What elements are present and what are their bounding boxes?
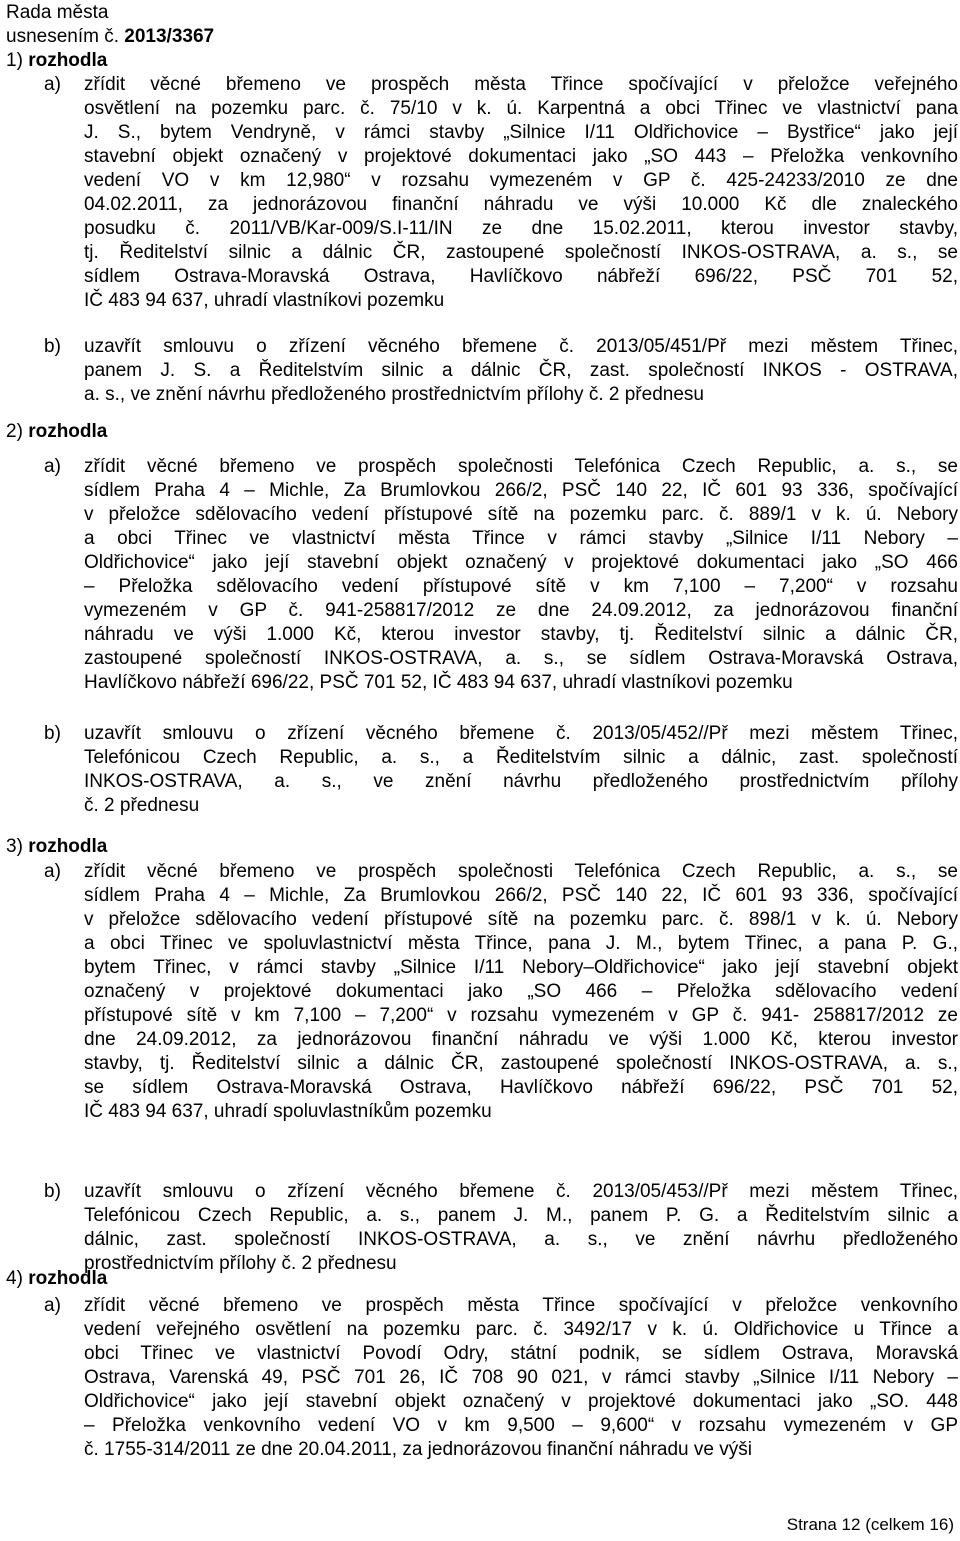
text-line: – Přeložka sdělovacího vedení přístupové sítě v km 7,100 – 7,200“ v rozsahu [84, 576, 958, 597]
text-line: stavby, tj. Ředitelství silnic a dálnic ČR, zastoupené společností INKOS-OSTRAVA, a. s., [84, 1053, 958, 1074]
text-line: Telefónicou Czech Republic, a. s., a Ředitelstvím silnic a dálnic, zast. společností [84, 747, 958, 768]
text-line: sídlem Ostrava-Moravská Ostrava, Havlíčkovo nábřeží 696/22, PSČ 701 52, [84, 266, 958, 287]
item-label: a) [44, 74, 61, 95]
council-title: Rada města [6, 2, 109, 23]
item-body [84, 860, 958, 1124]
text-line: J. S., bytem Vendryně, v rámci stavby „Silnice I/11 Oldřichovice – Bystřice“ jako její [84, 122, 958, 143]
item-label: a) [44, 1295, 61, 1316]
text-line: dne 24.09.2012, za jednorázovou finanční náhradu ve výši 1.000 Kč, kterou investor [84, 1029, 958, 1050]
resolution-number: 2013/3367 [124, 26, 215, 47]
text-line: prostřednictvím přílohy č. 2 přednesu [84, 1253, 397, 1274]
text-line: zřídit věcné břemeno ve prospěch města Třince spočívající v přeložce veřejného [84, 74, 958, 95]
text-line: zřídit věcné břemeno ve prospěch města Třince spočívající v přeložce venkovního [84, 1295, 958, 1316]
text-line: Ostrava, Varenská 49, PSČ 701 26, IČ 708 90 021, v rámci stavby „Silnice I/11 Nebory – [84, 1367, 958, 1388]
text-line: 04.02.2011, za jednorázovou finanční náhradu ve výši 10.000 Kč dle znaleckého [84, 194, 958, 215]
text-line: označený v projektové dokumentaci jako „SO 466 – Přeložka sdělovacího vedení [84, 981, 958, 1002]
item-label: a) [44, 456, 61, 477]
text-line: se sídlem Ostrava-Moravská Ostrava, Havlíčkovo nábřeží 696/22, PSČ 701 52, [84, 1077, 958, 1098]
text-line: dálnic, zast. společností INKOS-OSTRAVA, a. s., ve znění návrhu předloženého [84, 1229, 958, 1250]
text-line: – Přeložka venkovního vedení VO v km 9,500 – 9,600“ v rozsahu vymezeném v GP [84, 1415, 958, 1436]
section-heading-2 [6, 420, 107, 444]
text-line: zřídit věcné břemeno ve prospěch společnosti Telefónica Czech Republic, a. s., se [84, 456, 958, 477]
text-line: a obci Třinec ve spoluvlastnictví města Třince, pana J. M., bytem Třinec, a pana P. G., [84, 933, 958, 954]
text-line: zastoupené společností INKOS-OSTRAVA, a. s., se sídlem Ostrava-Moravská Ostrava, [84, 648, 958, 669]
text-line: vymezeném v GP č. 941-258817/2012 ze dne 24.09.2012, za jednorázovou finanční [84, 600, 958, 621]
section-heading: rozhodla [28, 50, 108, 71]
text-line: bytem Třinec, v rámci stavby „Silnice I/11 Nebory–Oldřichovice“ jako její stavební objekt [84, 957, 958, 978]
resolution-prefix: usnesením č. [6, 26, 119, 47]
text-line: Telefónicou Czech Republic, a. s., panem J. M., panem P. G. a Ředitelstvím silnic a [84, 1205, 958, 1226]
section-heading-3 [6, 835, 107, 859]
item-body [84, 335, 958, 407]
text-line: IČ 483 94 637, uhradí vlastníkovi pozemku [84, 290, 445, 311]
text-line: vedení VO v km 12,980“ v rozsahu vymezeném v GP č. 425-24233/2010 ze dne [84, 170, 958, 191]
resolution-line [6, 25, 214, 49]
page-footer: Strana 12 (celkem 16) [786, 1515, 954, 1534]
section-heading-4 [6, 1267, 107, 1291]
text-line: uzavřít smlouvu o zřízení věcného břemene č. 2013/05/451/Př mezi městem Třinec, [84, 336, 958, 357]
text-line: obci Třinec ve vlastnictví Povodí Odry, státní podnik, se sídlem Ostrava, Moravská [84, 1343, 958, 1364]
item-label: a) [44, 861, 61, 882]
text-line: uzavřít smlouvu o zřízení věcného břemene č. 2013/05/453//Př mezi městem Třinec, [84, 1181, 958, 1202]
item-body [84, 722, 958, 818]
text-line: IČ 483 94 637, uhradí spoluvlastníkům pozemku [84, 1101, 492, 1122]
text-line: osvětlení na pozemku parc. č. 75/10 v k. ú. Karpentná a obci Třinec ve vlastnictví pana [84, 98, 958, 119]
item-label: b) [44, 1181, 61, 1202]
text-line: a. s., ve znění návrhu předloženého prostřednictvím přílohy č. 2 přednesu [84, 384, 704, 405]
text-line: přístupové sítě v km 7,100 – 7,200“ v rozsahu vymezeném v GP č. 941- 258817/2012 ze [84, 1005, 958, 1026]
text-line: panem J. S. a Ředitelstvím silnic a dálnic ČR, zast. společností INKOS - OSTRAVA, [84, 360, 958, 381]
section-number: 2) [6, 421, 23, 442]
item-body [84, 455, 958, 695]
text-line: č. 1755-314/2011 ze dne 20.04.2011, za jednorázovou finanční náhradu ve výši [84, 1439, 752, 1460]
text-line: INKOS-OSTRAVA, a. s., ve znění návrhu předloženého prostřednictvím přílohy [84, 771, 958, 792]
text-line: sídlem Praha 4 – Michle, Za Brumlovkou 266/2, PSČ 140 22, IČ 601 93 336, spočívající [84, 885, 958, 906]
item-body [84, 1180, 958, 1276]
text-line: náhradu ve výši 1.000 Kč, kterou investor stavby, tj. Ředitelství silnic a dálnic ČR, [84, 624, 958, 645]
item-body [84, 1294, 958, 1462]
text-line: Havlíčkovo nábřeží 696/22, PSČ 701 52, IČ 483 94 637, uhradí vlastníkovi pozemku [84, 672, 793, 693]
text-line: č. 2 přednesu [84, 795, 200, 816]
section-number: 3) [6, 836, 23, 857]
text-line: posudku č. 2011/VB/Kar-009/S.I-11/IN ze dne 15.02.2011, kterou investor stavby, [84, 218, 958, 239]
text-line: uzavřít smlouvu o zřízení věcného břemene č. 2013/05/452//Př mezi městem Třinec, [84, 723, 958, 744]
text-line: Oldřichovice“ jako její stavební objekt označený v projektové dokumentaci jako „SO 466 [84, 552, 958, 573]
text-line: a obci Třinec ve vlastnictví města Třince v rámci stavby „Silnice I/11 Nebory – [84, 528, 958, 549]
text-line: v přeložce sdělovacího vedení přístupové sítě na pozemku parc. č. 898/1 v k. ú. Nebory [84, 909, 958, 930]
section-number: 1) [6, 50, 23, 71]
item-label: b) [44, 336, 61, 357]
text-line: sídlem Praha 4 – Michle, Za Brumlovkou 266/2, PSČ 140 22, IČ 601 93 336, spočívající [84, 480, 958, 501]
section-heading: rozhodla [28, 1268, 108, 1289]
text-line: Oldřichovice“ jako její stavební objekt označený v projektové dokumentaci jako „SO. 448 [84, 1391, 958, 1412]
text-line: vedení veřejného osvětlení na pozemku parc. č. 3492/17 v k. ú. Oldřichovice u Třince a [84, 1319, 958, 1340]
item-label: b) [44, 723, 61, 744]
text-line: v přeložce sdělovacího vedení přístupové sítě na pozemku parc. č. 889/1 v k. ú. Nebory [84, 504, 958, 525]
item-body [84, 73, 958, 313]
section-heading-1 [6, 49, 107, 73]
section-number: 4) [6, 1268, 23, 1289]
section-heading: rozhodla [28, 421, 108, 442]
text-line: tj. Ředitelství silnic a dálnic ČR, zastoupené společností INKOS-OSTRAVA, a. s., se [84, 242, 958, 263]
section-heading: rozhodla [28, 836, 108, 857]
text-line: stavební objekt označený v projektové dokumentaci jako „SO 443 – Přeložka venkovního [84, 146, 958, 167]
text-line: zřídit věcné břemeno ve prospěch společnosti Telefónica Czech Republic, a. s., se [84, 861, 958, 882]
